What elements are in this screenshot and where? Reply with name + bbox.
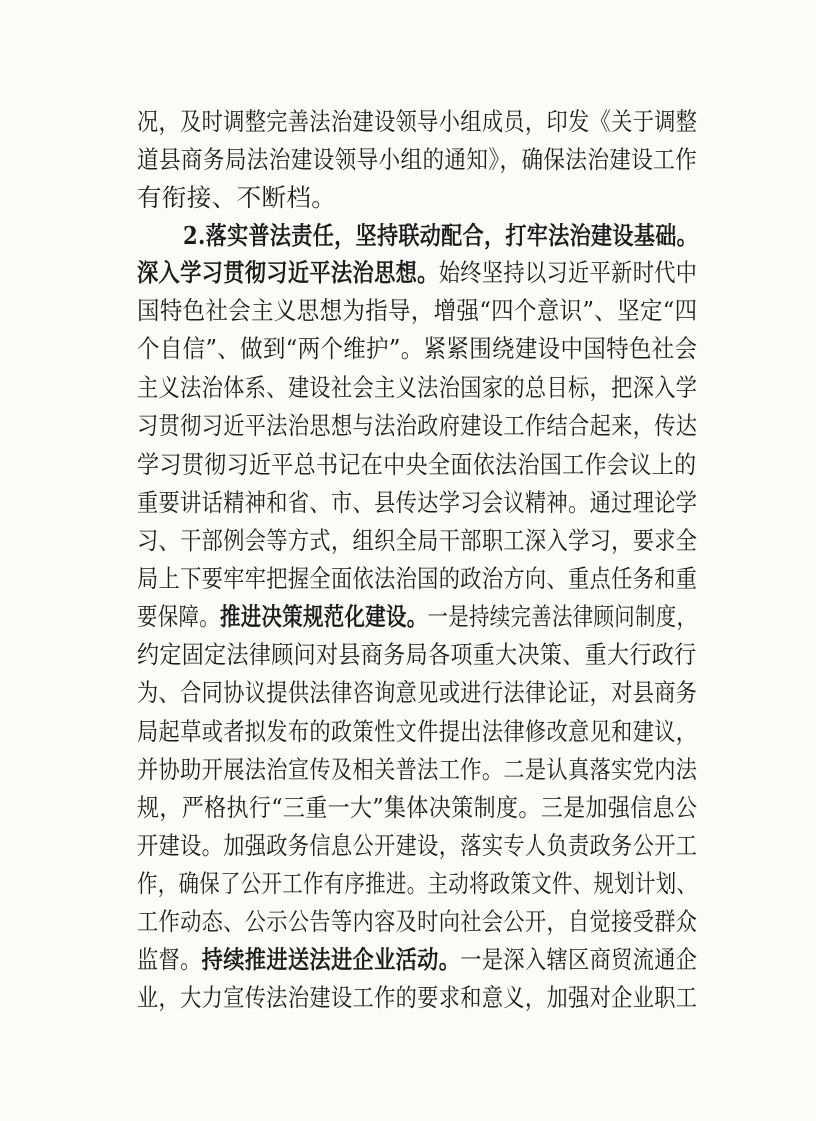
text-run: 监督。 (137, 945, 202, 974)
text-run: 要保障。 (137, 602, 221, 631)
text-line (137, 602, 698, 632)
text-run: 况，及时调整完善法治建设领导小组成员，印发《关于调整 (137, 107, 698, 136)
text-line (137, 107, 698, 137)
text-run: 一是持续完善法律顾问制度， (427, 602, 698, 631)
text-run: 习贯彻习近平法治思想与法治政府建设工作结合起来，传达 (137, 411, 698, 440)
text-run: 并协助开展法治宣传及相关普法工作。二是认真落实党内法 (137, 755, 698, 784)
text-run: 始终坚持以习近平新时代中 (438, 258, 698, 287)
text-line (137, 488, 698, 518)
text-run: 个自信”、做到“两个维护”。紧紧围绕建设中国特色社会 (137, 334, 698, 363)
text-line (137, 983, 698, 1013)
text-line (137, 755, 698, 785)
text-run: 主义法治体系、建设社会主义法治国家的总目标，把深入学 (137, 373, 698, 402)
text-run: 国特色社会主义思想为指导，增强“四个意识”、坚定“四 (137, 296, 698, 325)
text-run: 局起草或者拟发布的政策性文件提出法律修改意见和建议， (137, 717, 698, 746)
text-line (137, 869, 698, 899)
text-line (137, 526, 698, 556)
text-line (137, 450, 697, 480)
text-run: 道县商务局法治建设领导小组的通知》，确保法治建设工作 (137, 145, 698, 174)
text-line (137, 793, 698, 823)
text-line (137, 945, 698, 975)
text-line (137, 145, 698, 175)
text-run: 为、合同协议提供法律咨询意见或进行法律论证，对县商务 (137, 678, 698, 707)
text-run: 重要讲话精神和省、市、县传达学习会议精神。通过理论学 (137, 488, 698, 517)
text-run: 作，确保了公开工作有序推进。主动将政策文件、规划计划、 (137, 869, 698, 898)
text-run: 习、干部例会等方式，组织全局干部职工深入学习，要求全 (137, 526, 698, 555)
section-heading (183, 221, 699, 251)
text-run: 约定固定法律顾问对县商务局各项重大决策、重大行政行 (137, 640, 697, 669)
text-run: 规，严格执行“三重一大”集体决策制度。三是加强信息公 (137, 793, 698, 822)
text-run: 业，大力宣传法治建设工作的要求和意义，加强对企业职工 (137, 983, 698, 1012)
text-run-bold: 2.落实普法责任，坚持联动配合，打牢法治建设基础。 (183, 221, 699, 250)
text-line (137, 907, 698, 937)
text-line (137, 334, 698, 364)
text-line (137, 640, 697, 670)
text-run-bold: 推进决策规范化建设。 (220, 602, 428, 631)
text-run-bold: 深入学习贯彻习近平法治思想。 (137, 258, 439, 287)
text-line (137, 183, 697, 213)
text-run: 局上下要牢牢把握全面依法治国的政治方向、重点任务和重 (137, 564, 698, 593)
text-line (137, 564, 698, 594)
text-line (137, 678, 698, 708)
text-run: 学习贯彻习近平总书记在中央全面依法治国工作会议上的 (137, 450, 697, 479)
text-line (137, 831, 698, 861)
text-run: 开建设。加强政务信息公开建设，落实专人负责政务公开工 (137, 831, 698, 860)
text-line (137, 717, 698, 747)
text-run: 一是深入辖区商贸流通企 (460, 945, 698, 974)
text-run: 工作动态、公示公告等内容及时向社会公开，自觉接受群众 (137, 907, 698, 936)
text-line (137, 373, 698, 403)
text-run: 有衔接、不断档。 (137, 183, 337, 212)
text-line (137, 296, 698, 326)
text-line (137, 411, 698, 441)
text-line (137, 258, 698, 288)
text-run-bold: 持续推进送法进企业活动。 (201, 945, 461, 974)
